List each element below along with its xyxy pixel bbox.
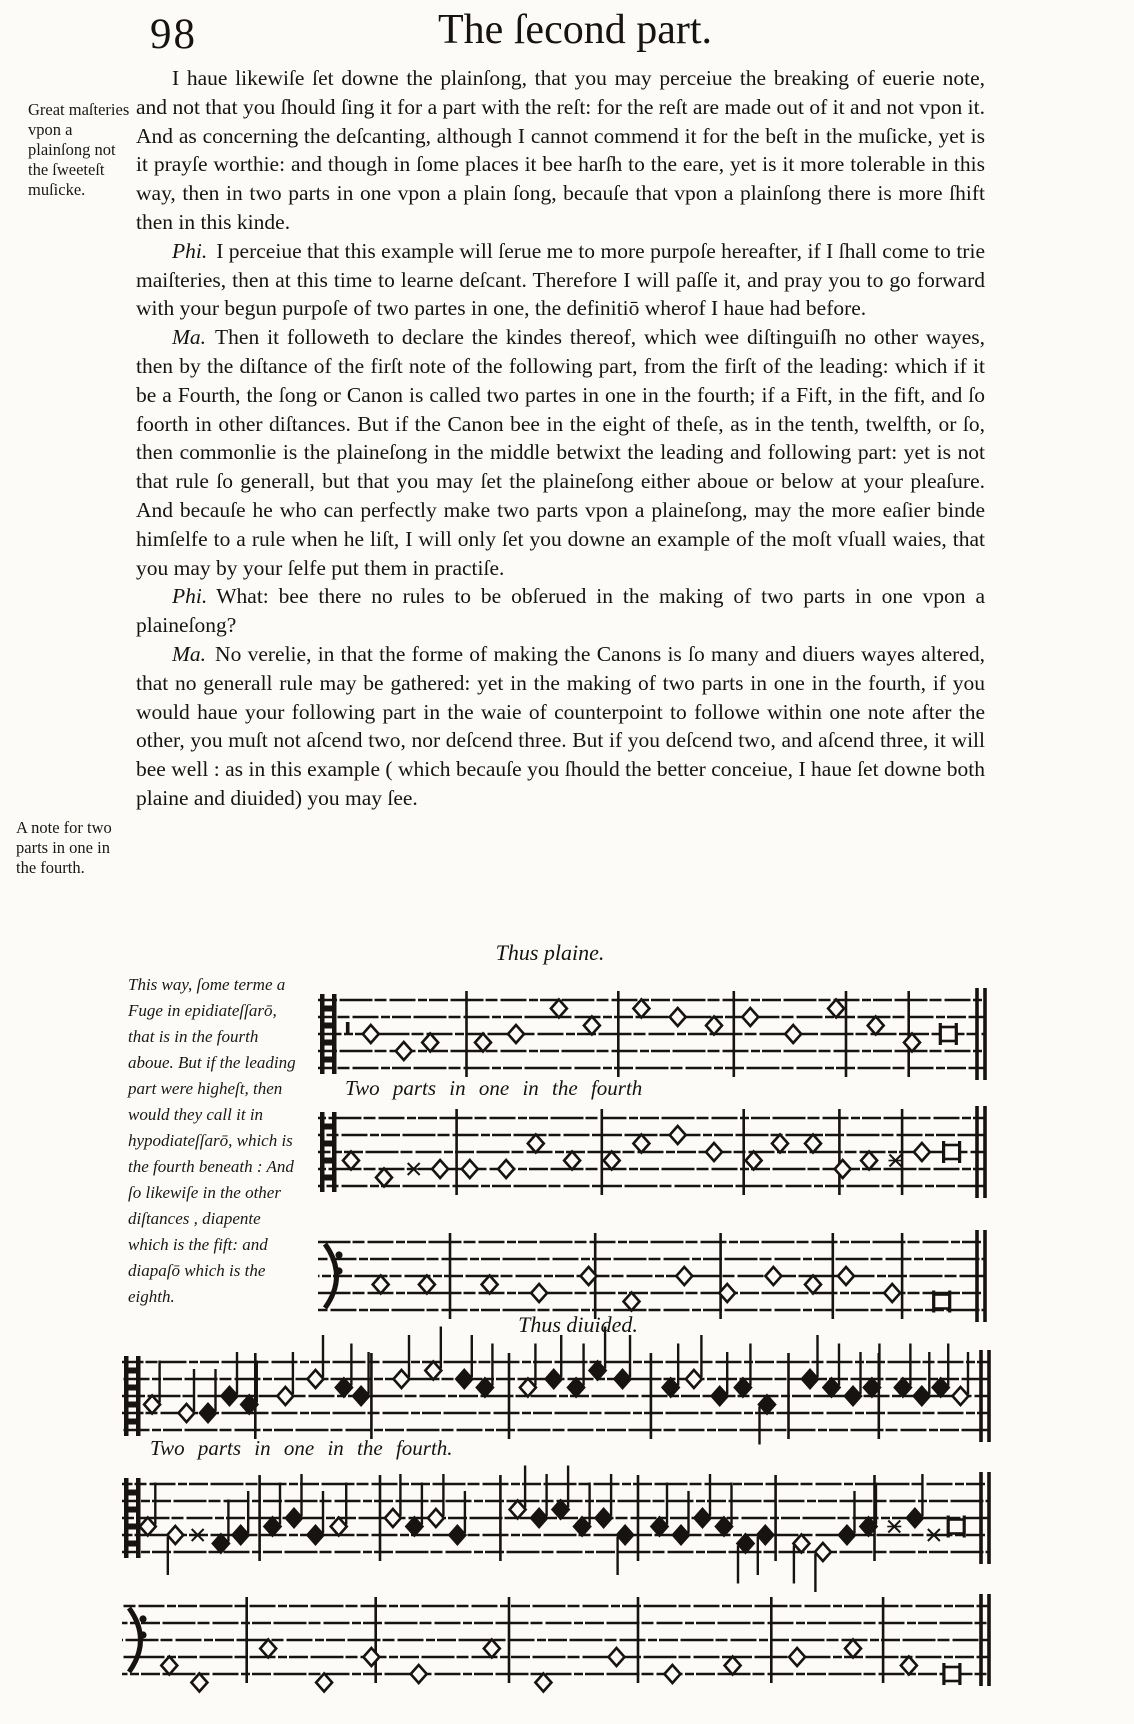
speaker-label: Ma. bbox=[172, 641, 207, 666]
speaker-label: Phi. bbox=[172, 584, 208, 609]
running-title: The ſecond part. bbox=[437, 7, 713, 53]
speaker-label: Ma. bbox=[172, 325, 207, 350]
paragraph-text: I haue likewiſe ſet downe the plainſong, that you may perceiue the breaking of euerie note, and not that you ſhould ſing it for a part with the reſt: for the reſt are made out of it and not vpon it. And as concerning the deſcanting, although I cannot commend it for the beſt in the muſicke, yet is it prayſe worthie: and though in ſome places it bee harſh to the eare, yet is it more tolerable in this way, then in two parts in one vpon a plain ſong, becauſe that vpon a plainſong there is more ſhift then in this kinde. bbox=[136, 66, 985, 234]
paragraph-text: Then it followeth to declare the kindes thereof, which wee diſtinguiſh no other wayes, then by the diſtance of the firſt note of the following part, from the firſt of the leading: which if it be a Fourth, the ſong or Canon is called two partes in one in the fourth; if a Fift, in the fift, and ſo foorth in other diſtances. But if the Canon bee in the eight of theſe, as in the tenth, twelfth, or ſo, then commonlie is the plaineſong in the middle betwixt the leading and following part: yet is not that rule ſo generall, but that you may ſet the plaineſong either aboue or below at your pleaſure. And becauſe he who can perfectly make two parts vpon a plaineſong, may the more eaſier binde himſelfe to a rule when he liſt, I will only ſet you downe an example of the moſt vſuall waies, that you may by your ſelfe put them in practiſe. bbox=[136, 325, 985, 580]
margin-note-great-masteries: Great maſteries vpon a plainſong not the ſweeteſt muſicke. bbox=[28, 100, 130, 199]
paragraph-text: I perceiue that this example will ſerue me to more purpoſe hereafter, if I ſhall come to trie maiſteries, then at this time to learne deſcant. Therefore I will paſſe it, and pray you to go forward with your begun purpoſe of two partes in one, the definitiō wherof I haue had before. bbox=[136, 238, 985, 321]
paragraph-text: What: bee there no rules to be obſerued in the making of two parts in one vpon a plaineſong? bbox=[136, 584, 985, 638]
staff-divided-bass bbox=[122, 1560, 996, 1718]
page-number: 98 bbox=[150, 11, 197, 58]
margin-note-fuge-terminology: This way, ſome terme a Fuge in epidiateſſarō, that is in the fourth aboue. But if the leading part were higheſt, then would they call it in hypodiateſſarō, which is the fourth beneath : And ſo likewiſe in the other diſtances , diapente which is the fift: and diapaſō which is the eighth. bbox=[128, 975, 296, 1306]
canon-caption-plain: Two parts in one in the fourth bbox=[345, 1076, 643, 1100]
music-section-title-plain: Thus plaine. bbox=[495, 940, 605, 965]
margin-note-a-note-for-two-parts: A note for two parts in one in the fourth. bbox=[16, 818, 112, 877]
canon-caption-divided: Two parts in one in the fourth. bbox=[150, 1436, 453, 1460]
paragraph-text: No verelie, in that the forme of making the Canons is ſo many and diuers wayes altered, that no generall rule may be gathered: yet in the making of two parts in one in the fourth, if you would haue your following part in the waie of counterpoint to followe within one note after the other, you muſt not aſcend two, nor deſcend three. But if you deſcend two, and aſcend three, it will bee well : as in this example ( which becauſe you ſhould the better conceiue, I haue ſet downe both plaine and diuided) you may ſee. bbox=[136, 641, 985, 810]
speaker-label: Phi. bbox=[172, 238, 208, 263]
music-section-title-divided: Thus diuided. bbox=[518, 1312, 638, 1337]
